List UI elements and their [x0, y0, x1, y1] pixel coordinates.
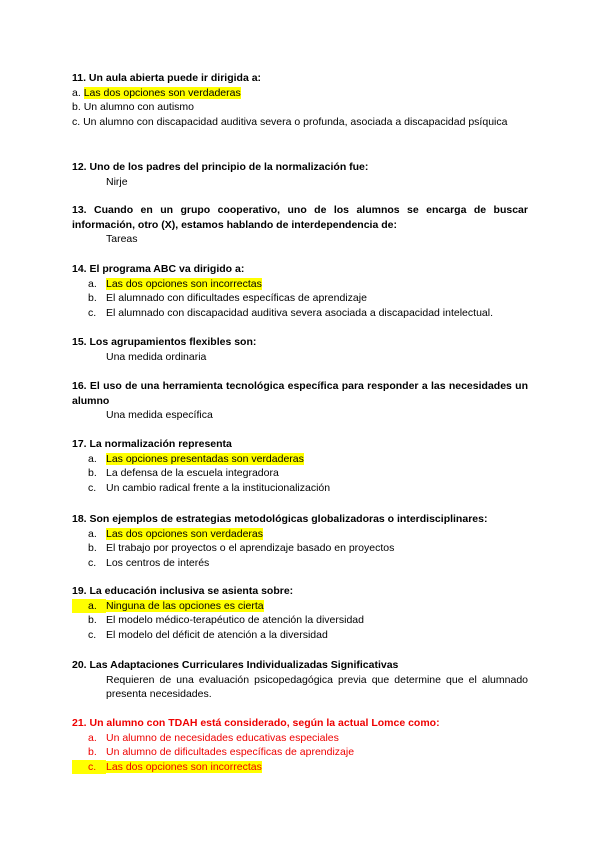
option-letter: b.	[88, 467, 97, 479]
option-letter: b.	[88, 292, 97, 304]
option-b	[72, 745, 528, 760]
question-21	[72, 716, 528, 774]
option-text: El modelo del déficit de atención a la diversidad	[106, 628, 328, 641]
option-text: Un alumno de dificultades específicas de aprendizaje	[106, 746, 355, 758]
option-text-highlighted: Las dos opciones son verdaderas	[106, 527, 264, 540]
option-a	[72, 527, 528, 542]
option-text-highlighted: Las dos opciones son verdaderas	[83, 86, 241, 99]
option-letter: b.	[88, 542, 97, 554]
option-text-highlighted: Ninguna de las opciones es cierta	[106, 599, 264, 612]
option-text: La defensa de la escuela integradora	[106, 467, 279, 479]
option-a	[72, 452, 528, 467]
option-text: El alumnado con dificultades específicas de aprendizaje	[106, 292, 367, 304]
option-letter: c.	[88, 481, 97, 494]
option-letter: b.	[88, 614, 97, 626]
question-title: 19. La educación inclusiva se asienta sobre:	[72, 585, 294, 597]
option-b	[72, 100, 528, 115]
option-text: Un alumno de necesidades educativas especiales	[106, 731, 339, 744]
question-15	[72, 335, 528, 364]
option-a	[72, 277, 528, 292]
option-c	[72, 306, 528, 321]
option-text: Los centros de interés	[106, 556, 210, 569]
option-letter: c.	[88, 556, 97, 569]
option-letter: a.	[72, 599, 106, 614]
option-letter: b.	[72, 101, 81, 113]
answer-text: Una medida específica	[106, 409, 213, 421]
question-20	[72, 658, 528, 702]
question-title: 11. Un aula abierta puede ir dirigida a:	[72, 72, 262, 84]
question-title: 17. La normalización representa	[72, 438, 232, 450]
question-17	[72, 437, 528, 495]
question-title: 21. Un alumno con TDAH está considerado, según la actual Lomce como:	[72, 717, 440, 729]
question-title: 15. Los agrupamientos flexibles son:	[72, 336, 257, 348]
question-12	[72, 160, 528, 189]
option-text: Un alumno con autismo	[83, 101, 194, 113]
option-text: El alumnado con discapacidad auditiva severa asociada a discapacidad intelectual.	[106, 306, 493, 319]
question-11	[72, 71, 528, 129]
option-letter: c.	[72, 115, 81, 128]
option-a	[72, 599, 528, 614]
option-letter: c.	[88, 628, 97, 641]
option-text: Un cambio radical frente a la institucionalización	[106, 481, 331, 494]
option-c	[72, 760, 528, 775]
option-text: El modelo médico-terapéutico de atención la diversidad	[106, 614, 364, 626]
option-letter: a.	[88, 277, 97, 290]
option-b	[72, 466, 528, 481]
question-19	[72, 584, 528, 642]
question-14	[72, 262, 528, 320]
answer-text: Nirje	[106, 175, 128, 188]
option-c	[72, 556, 528, 571]
question-title: 14. El programa ABC va dirigido a:	[72, 263, 245, 275]
option-letter: c.	[88, 306, 97, 319]
option-c	[72, 481, 528, 496]
answer-text: Tareas	[106, 233, 138, 245]
option-a	[72, 86, 528, 101]
option-letter: a.	[88, 452, 97, 465]
option-letter: b.	[88, 746, 97, 758]
question-13	[72, 203, 528, 247]
option-letter: a.	[72, 86, 81, 99]
answer-text: Una medida ordinaria	[106, 350, 207, 363]
option-text: Un alumno con discapacidad auditiva severa o profunda, asociada a discapacidad psíquica	[83, 115, 508, 128]
question-title: 18. Son ejemplos de estrategias metodológicas globalizadoras o interdisciplinares:	[72, 513, 488, 525]
option-b	[72, 291, 528, 306]
option-text-highlighted: Las dos opciones son incorrectas	[106, 277, 262, 290]
option-b	[72, 541, 528, 556]
option-a	[72, 731, 528, 746]
option-letter: c.	[72, 760, 106, 775]
answer-text: Requieren de una evaluación psicopedagógica previa que determine que el alumnado presenta necesidades.	[106, 673, 528, 700]
option-c	[72, 628, 528, 643]
question-18	[72, 512, 528, 570]
option-letter: a.	[88, 731, 97, 744]
question-title: 12. Uno de los padres del principio de la normalización fue:	[72, 161, 369, 173]
question-title: 13. Cuando en un grupo cooperativo, uno de los alumnos se encarga de buscar información, otro (X), estamos hablando de interdependencia de:	[72, 204, 528, 231]
option-text-highlighted: Las opciones presentadas son verdaderas	[106, 452, 304, 465]
question-title: 20. Las Adaptaciones Curriculares Individualizadas Significativas	[72, 659, 399, 671]
question-title: 16. El uso de una herramienta tecnológica específica para responder a las necesidades un alumno	[72, 380, 528, 407]
question-16	[72, 379, 528, 423]
option-c	[72, 115, 528, 130]
option-letter: a.	[88, 527, 97, 540]
option-text: El trabajo por proyectos o el aprendizaje basado en proyectos	[106, 542, 395, 554]
option-text-highlighted: Las dos opciones son incorrectas	[106, 760, 262, 773]
option-b	[72, 613, 528, 628]
